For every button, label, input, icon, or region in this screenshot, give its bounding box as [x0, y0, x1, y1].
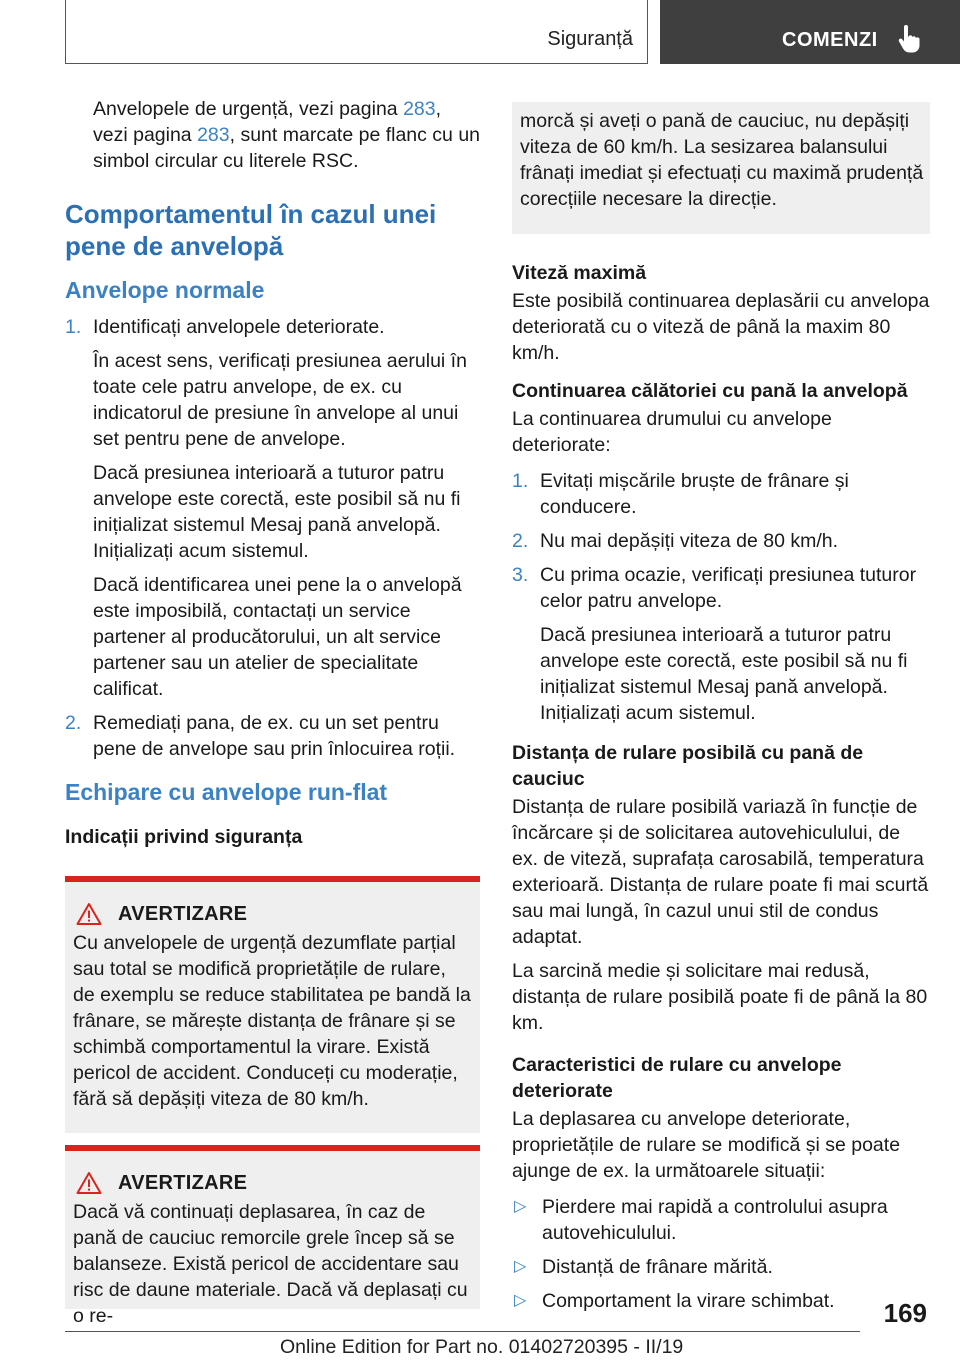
bullet-text: Distanță de frânare mărită. — [542, 1256, 773, 1278]
bullet-item — [512, 1194, 930, 1246]
page-number: 169 — [883, 1298, 927, 1328]
bullet-text: Pierdere mai rapidă a controlului asupra autovehiculului. — [542, 1196, 888, 1244]
footer-edition: Online Edition for Part no. 01402720395 - II/19 — [280, 1336, 684, 1358]
numbered-list — [65, 314, 480, 762]
subsection-heading: Echipare cu anvelope run-flat — [65, 779, 388, 805]
list-item — [512, 562, 930, 726]
list-item-detail: Dacă identificarea unei pene la o anvelopă este imposibilă, contactați un service partener al producătorului, un alt service partener sau un atelier de specialitate calificat. — [93, 574, 462, 700]
list-item-text: Nu mai depășiți viteza de 80 km/h. — [540, 530, 839, 552]
list-item — [512, 468, 930, 520]
bullet-item — [512, 1288, 930, 1314]
list-number: 2. — [512, 530, 529, 552]
list-item-detail: Dacă presiunea interioară a tuturor patru anvelope este corectă, este posibil să nu fi inițializat sistemul Mesaj pană anvelopă. Inițializați acum sistemul. — [540, 624, 908, 724]
warning-box-continued — [512, 102, 930, 234]
distance-text: La sarcină medie și solicitare mai redusă, distanța de rulare posibilă poate fi de până la 80 km. — [512, 960, 928, 1034]
warning-text: morcă și aveți o pană de cauciuc, nu depășiți viteza de 60 km/h. La sesizarea balansului frânați imediat și efectuați cu maximă prudență corecțiile necesare la direcție. — [520, 110, 924, 210]
warning-box — [65, 1145, 480, 1327]
intro-paragraph: Anvelopele de urgență, vezi pagina 283, vezi pagina 283, sunt marcate pe flanc cu un simbol circular cu literele RSC. — [93, 98, 481, 172]
list-number: 1. — [512, 470, 529, 492]
page-link[interactable]: 283 — [403, 98, 436, 120]
bullet-list — [512, 1194, 930, 1314]
warning-box — [65, 876, 480, 1133]
tab-comenzi[interactable] — [660, 0, 960, 64]
warning-text: Cu anvelopele de urgență dezumflate parțial sau total se modifică proprietățile de rulare, de exemplu se reduce stabilitatea pe bandă la frânare, se mărește distanța de frânare și se schimbă comportamentul la virare. Există pericol de accident. Conduceți cu moderație, fără să depășiți viteza de 80 km/h. — [73, 932, 471, 1110]
distance-heading: Distanța de rulare posibilă cu pană de cauciuc — [512, 742, 864, 790]
safety-heading: Indicații privind siguranța — [65, 826, 303, 848]
section-heading: Comportamentul în cazul unei pene de anvelopă — [65, 199, 437, 261]
warning-title: AVERTIZARE — [118, 902, 248, 925]
list-number: 2. — [65, 712, 82, 734]
section-title: Siguranță — [547, 28, 633, 50]
warning-triangle-icon — [76, 902, 102, 926]
list-item — [65, 710, 480, 762]
bullet-text: Comportament la virare schimbat. — [542, 1290, 835, 1312]
warning-triangle-icon — [76, 1171, 102, 1195]
continue-intro: La continuarea drumului cu anvelope deteriorate: — [512, 408, 832, 456]
tab-comenzi-label: COMENZI — [782, 29, 878, 51]
warning-title: AVERTIZARE — [118, 1171, 248, 1194]
max-speed-section — [512, 260, 930, 366]
warning-text: Dacă vă continuați deplasarea, în caz de pană de cauciuc remorcile grele încep să se balanseze. Există pericol de accidentare sau risc de daune materiale. Dacă vă deplasați cu o re- — [73, 1201, 468, 1327]
characteristics-intro: La deplasarea cu anvelope deteriorate, proprietățile de rulare se modifică și se poate ajunge de ex. la următoarele situații: — [512, 1108, 901, 1182]
bullet-item — [512, 1254, 930, 1280]
triangle-bullet-icon: ▷ — [514, 1198, 527, 1215]
list-item-detail: În acest sens, verificați presiunea aerului în toate cele patru anvelope, de ex. cu indicatorul de presiune în anvelope al unui set pentru pene de anvelope. — [93, 350, 467, 450]
right-column — [512, 102, 930, 1322]
list-item — [512, 528, 930, 554]
list-item-text: Remediați pana, de ex. cu un set pentru pene de anvelope sau prin înlocuirea roții. — [93, 712, 456, 760]
list-item-detail: Dacă presiunea interioară a tuturor patru anvelope este corectă, este posibil să nu fi inițializat sistemul Mesaj pană anvelopă. Inițializați acum sistemul. — [93, 462, 461, 562]
numbered-list — [512, 468, 930, 726]
header-section-frame — [65, 0, 648, 64]
characteristics-heading: Caracteristici de rulare cu anvelope deteriorate — [512, 1054, 842, 1102]
triangle-bullet-icon: ▷ — [514, 1292, 527, 1309]
list-item — [65, 314, 480, 702]
max-speed-text: Este posibilă continuarea deplasării cu anvelopa deteriorată cu o viteză de până la maxim 80 km/h. — [512, 290, 930, 364]
footer-divider — [65, 1331, 860, 1332]
subsection-heading: Anvelope normale — [65, 277, 265, 303]
list-item-text: Cu prima ocazie, verificați presiunea tuturor celor patru anvelope. — [540, 564, 917, 612]
continue-heading: Continuarea călătoriei cu pană la anvelopă — [512, 380, 908, 402]
page-link[interactable]: 283 — [197, 124, 230, 146]
hand-pointer-icon — [895, 24, 923, 54]
triangle-bullet-icon: ▷ — [514, 1258, 527, 1275]
list-number: 3. — [512, 564, 529, 586]
left-column — [65, 96, 481, 1327]
list-number: 1. — [65, 316, 82, 338]
list-item-text: Evitați mișcările bruște de frânare și conducere. — [540, 470, 849, 518]
max-speed-heading: Viteză maximă — [512, 262, 647, 284]
list-item-text: Identificați anvelopele deteriorate. — [93, 316, 385, 338]
distance-text: Distanța de rulare posibilă variază în funcție de încărcare și de solicitarea autovehiculului, de ex. de viteză, suprafața carosabilă, temperatura exterioară. Distanța de rulare poate fi mai scurtă sau mai lungă, în cazul unui stil de condus adaptat. — [512, 796, 929, 948]
